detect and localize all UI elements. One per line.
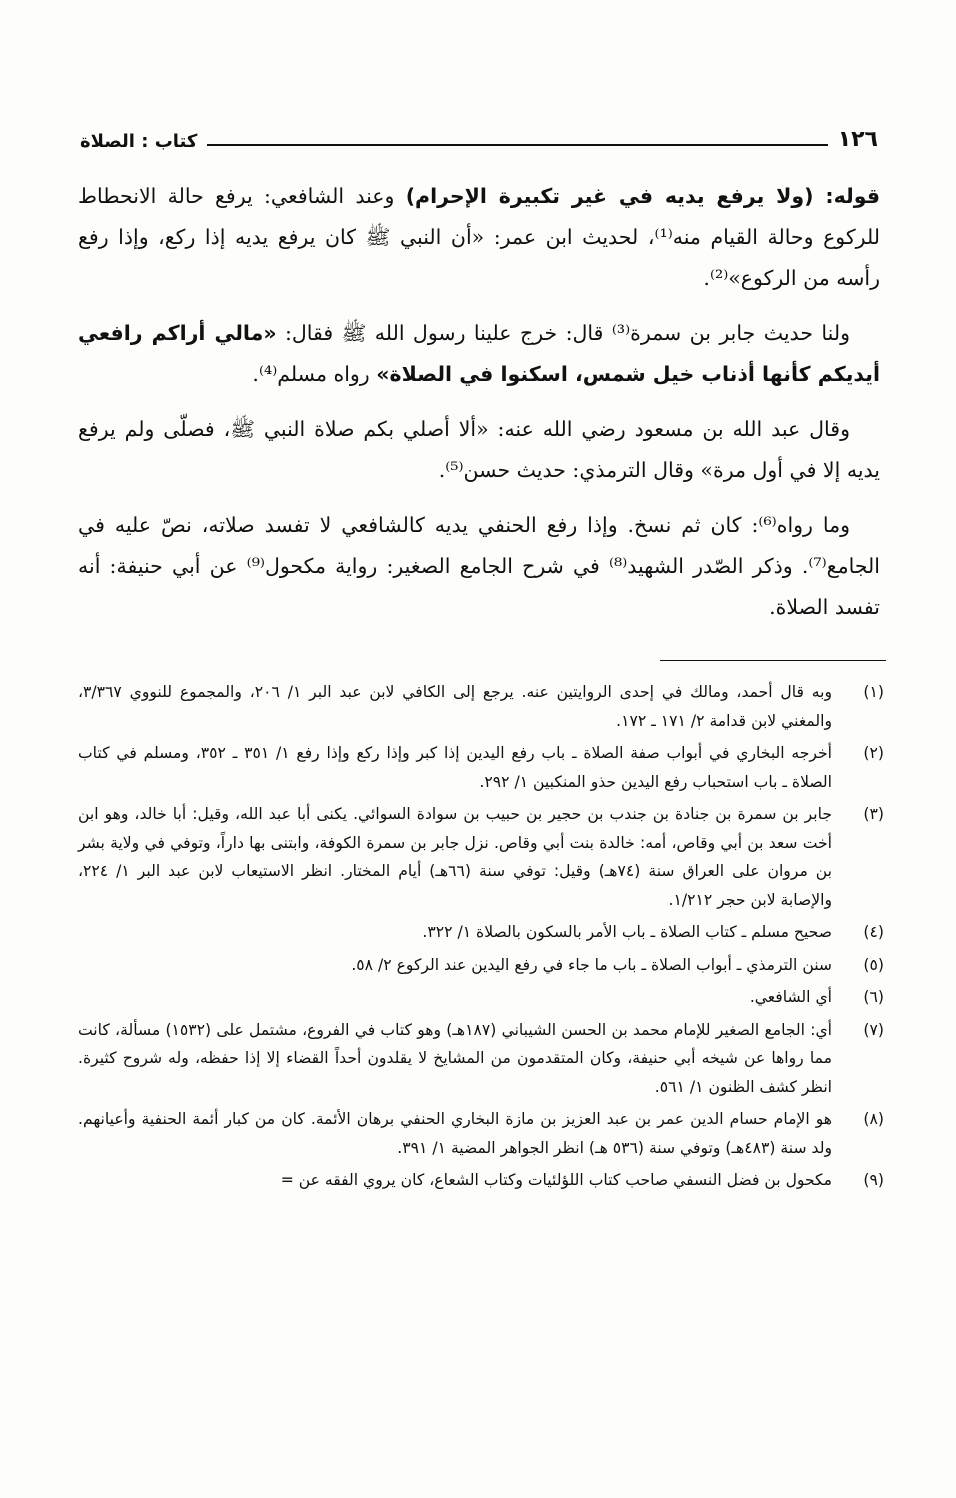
footnote	[78, 678, 884, 735]
footnote-number: (٢)	[863, 744, 884, 762]
footnote-text: وبه قال أحمد، ومالك في إحدى الروايتين عنه. يرجع إلى الكافي لابن عبد البر ١/ ٢٠٦، والمجموع للنووي ٣/٣٦٧، والمغني لابن قدامة ٢/ ١٧١ ـ ١٧٢.	[78, 683, 832, 730]
footnote-separator	[660, 660, 886, 661]
paragraph	[78, 313, 880, 395]
footnote	[78, 918, 884, 947]
footnote-number: (٨)	[863, 1110, 884, 1128]
footnote	[78, 1105, 884, 1162]
footnote-text: مكحول بن فضل النسفي صاحب كتاب اللؤلئيات وكتاب الشعاع، كان يروي الفقه عن =	[280, 1171, 832, 1189]
paragraph-text: وعند الشافعي: يرفع حالة الانحطاط للركوع وحالة القيام منه⁽¹⁾، لحديث ابن عمر: «أن النبي ﷺ كان يرفع يديه إذا ركع، وإذا رفع رأسه من الركوع»⁽²⁾.	[78, 184, 880, 290]
page-number: ١٢٦	[837, 127, 878, 152]
footnote-number: (٧)	[863, 1020, 884, 1039]
footnotes	[78, 678, 884, 1199]
footnote	[78, 983, 884, 1012]
paragraph	[78, 505, 880, 628]
header-rule	[207, 144, 827, 146]
footnote-text: صحيح مسلم ـ كتاب الصلاة ـ باب الأمر بالسكون بالصلاة ١/ ٣٢٢.	[422, 923, 832, 941]
footnote-text: جابر بن سمرة بن جنادة بن جندب بن حجير بن حبيب بن سوادة السوائي. يكنى أبا عبد الله، وقيل: أبا خالد، وهو ابن أخت سعد بن أبي وقاص، أمه: خالدة بنت أبي وقاص. نزل جابر بن سمرة الكوفة، وابتنى بها داراً، وتوفي في ولاية بشر بن مروان على العراق سنة (٧٤هـ) وقيل: توفي سنة (٦٦هـ) أيام المختار. انظر الاستيعاب لابن عبد البر ١/ ٢٢٤، والإصابة لابن حجر ١/٢١٢.	[78, 805, 832, 909]
footnote-number: (٤)	[863, 923, 884, 941]
footnote	[78, 951, 884, 980]
footnote-text: أي الشافعي.	[749, 988, 832, 1006]
running-title: كتاب : الصلاة	[80, 131, 198, 152]
paragraph-tail: رواه مسلم⁽⁴⁾.	[252, 362, 377, 386]
paragraph-text: ولنا حديث جابر بن سمرة⁽³⁾ قال: خرج علينا رسول الله ﷺ فقال:	[276, 321, 850, 345]
footnote-number: (١)	[863, 683, 884, 701]
footnote-number: (٩)	[863, 1171, 884, 1189]
footnote	[78, 1016, 884, 1102]
paragraph-text: وقال عبد الله بن مسعود رضي الله عنه: «ألا أصلي بكم صلاة النبي ﷺ، فصلّى ولم يرفع يديه إلا في أول مرة» وقال الترمذي: حديث حسن⁽⁵⁾.	[78, 417, 880, 482]
paragraph	[78, 176, 880, 299]
main-text	[78, 176, 880, 642]
paragraph-text: وما رواه⁽⁶⁾: كان ثم نسخ. وإذا رفع الحنفي يديه كالشافعي لا تفسد صلاته، نصّ عليه في الجامع⁽⁷⁾. وذكر الصّدر الشهيد⁽⁸⁾ في شرح الجامع الصغير: رواية مكحول⁽⁹⁾ عن أبي حنيفة: أنه تفسد الصلاة.	[78, 513, 880, 619]
footnote-text: هو الإمام حسام الدين عمر بن عبد العزيز بن مازة البخاري الحنفي برهان الأئمة. كان من كبار أئمة الحنفية وأعيانهم. ولد سنة (٤٨٣هـ) وتوفي سنة (٥٣٦ هـ) انظر الجواهر المضية ١/ ٣٩١.	[78, 1110, 832, 1157]
footnote	[78, 739, 884, 796]
hadith-quote: «مالي أراكم رافعي أيديكم كأنها أذناب خيل شمس، اسكنوا في الصلاة»	[78, 321, 880, 386]
paragraph	[78, 409, 880, 491]
footnote-text: أي: الجامع الصغير للإمام محمد بن الحسن الشيباني (١٨٧هـ) وهو كتاب في الفروع، مشتمل على (١٥٣٢) مسألة، كانت مما رواها عن شيخه أبي حنيفة، وكان المتقدمون من المشايخ لا يقلدون أحداً القضاء إلا إذا حفظه، وله شروح كثيرة. انظر كشف الظنون ١/ ٥٦١.	[78, 1020, 833, 1096]
footnote-number: (٣)	[863, 805, 884, 823]
paragraph-lead: قوله: (ولا يرفع يديه في غير تكبيرة الإحرام)	[405, 184, 880, 208]
footnote	[78, 800, 884, 914]
footnote-number: (٦)	[863, 988, 884, 1006]
footnote-text: أخرجه البخاري في أبواب صفة الصلاة ـ باب رفع اليدين إذا كبر وإذا ركع وإذا رفع ١/ ٣٥١ ـ ٣٥٢، ومسلم في كتاب الصلاة ـ باب استحباب رفع اليدين حذو المنكبين ١/ ٢٩٢.	[78, 744, 832, 791]
footnote	[78, 1166, 884, 1195]
page-header	[80, 112, 878, 152]
footnote-text: سنن الترمذي ـ أبواب الصلاة ـ باب ما جاء في رفع اليدين عند الركوع ٢/ ٥٨.	[351, 955, 832, 974]
footnote-number: (٥)	[863, 955, 884, 974]
